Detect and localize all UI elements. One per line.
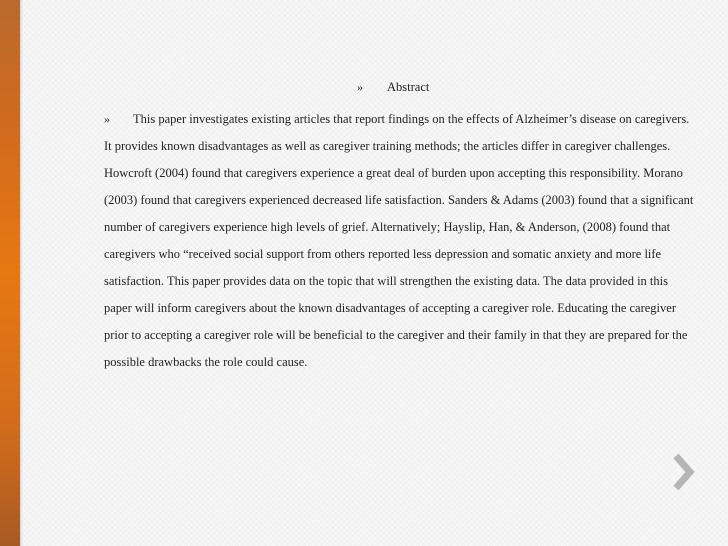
sidebar-shadow <box>20 0 23 546</box>
paragraph-bullet: » <box>104 112 110 126</box>
slide-content <box>104 78 694 376</box>
abstract-paragraph <box>104 106 694 376</box>
heading-bullet: » <box>357 80 363 94</box>
chevron-right-icon <box>668 450 698 494</box>
next-slide-button[interactable] <box>668 450 698 494</box>
accent-sidebar <box>0 0 20 546</box>
abstract-text: This paper investigates existing articles that report findings on the effects of Alzheimer’s disease on caregivers. It provides known disadvantages as well as caregiver training methods; the articles differ in caregiver challenges. Howcroft (2004) found that caregivers experience a great deal of burden upon accepting this responsibility. Morano (2003) found that caregivers experienced decreased life satisfaction. Sanders & Adams (2003) found that a significant number of caregivers experience high levels of grief. Alternatively; Hayslip, Han, & Anderson, (2008) found that caregivers who “received social support from others reported less depression and somatic anxiety and more life satisfaction. This paper provides data on the topic that will strengthen the existing data. The data provided in this paper will inform caregivers about the known disadvantages of accepting a caregiver role. Educating the caregiver prior to accepting a caregiver role will be beneficial to the caregiver and their family in that they are prepared for the possible drawbacks the role could cause. <box>104 112 694 369</box>
slide-heading <box>104 78 694 100</box>
slide-title: Abstract <box>387 80 430 94</box>
